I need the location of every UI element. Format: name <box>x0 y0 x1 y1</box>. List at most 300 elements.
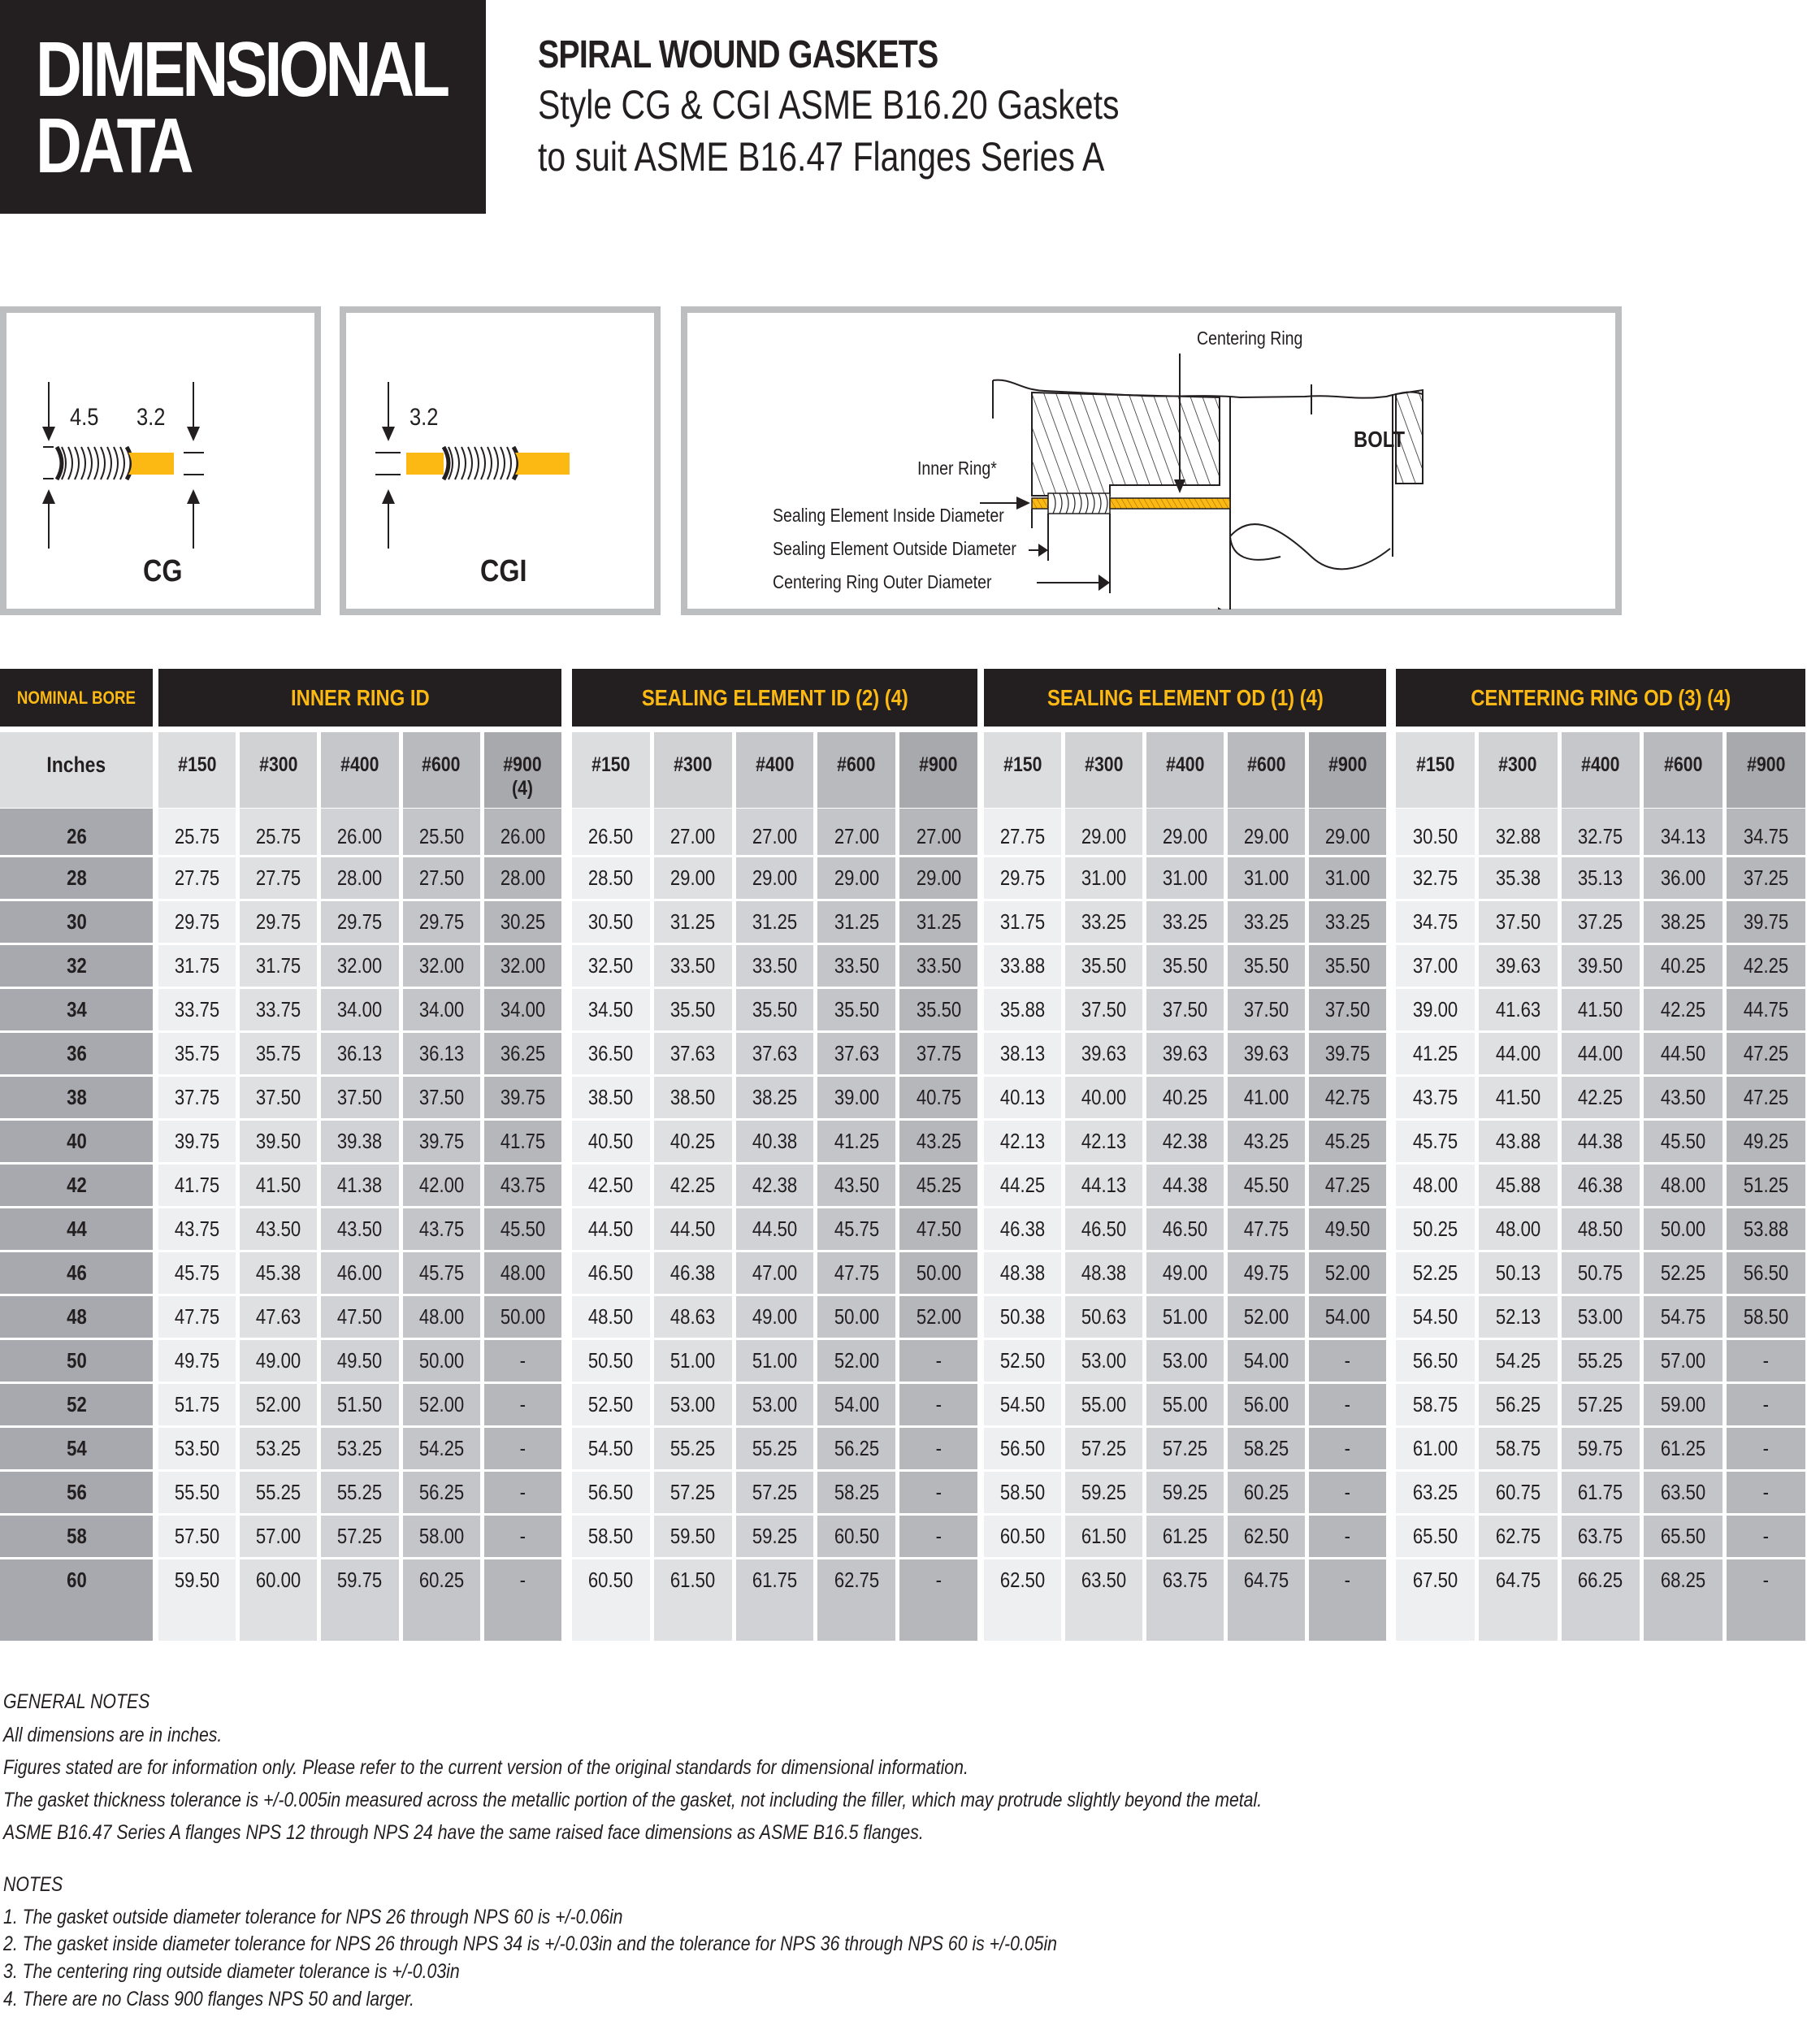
group-header <box>158 669 561 727</box>
table-cell-text: 40.50 <box>588 1129 634 1153</box>
table-cell <box>158 1340 236 1382</box>
table-cell <box>158 989 236 1030</box>
group-header <box>572 669 977 727</box>
table-cell <box>158 1472 236 1513</box>
table-cell <box>1065 1384 1142 1425</box>
class-header-text: #400 <box>1581 753 1620 776</box>
table-cell-text: 32.75 <box>1578 824 1623 848</box>
table-cell <box>1396 901 1475 943</box>
table-cell-text: 37.63 <box>670 1041 716 1065</box>
table-cell <box>1727 1516 1805 1557</box>
table-cell-text: 31.00 <box>1162 865 1208 890</box>
table-cell-text: 50.63 <box>1081 1304 1127 1329</box>
table-cell-text: 38.50 <box>588 1085 634 1109</box>
table-cell-text: 64.75 <box>1243 1568 1289 1592</box>
table-cell <box>1228 1121 1305 1162</box>
group-header <box>984 669 1386 727</box>
nominal-bore-cell <box>0 1428 153 1469</box>
table-cell <box>899 1428 977 1469</box>
table-cell <box>1644 1516 1722 1557</box>
table-cell-text: 51.50 <box>337 1392 383 1416</box>
nominal-bore-cell-text: 48 <box>66 1304 87 1329</box>
table-cell-text: 39.63 <box>1162 1041 1208 1065</box>
note-item: 3. The centering ring outside diameter tolerance is +/-0.03in <box>3 1960 460 1983</box>
table-cell <box>817 1559 895 1641</box>
table-cell-text: 57.25 <box>1578 1392 1623 1416</box>
table-cell-text: 31.25 <box>752 909 798 934</box>
table-cell-text: 51.00 <box>752 1348 798 1373</box>
table-cell-text: 27.50 <box>418 865 464 890</box>
table-cell <box>1309 1165 1386 1206</box>
table-cell-text: 65.50 <box>1661 1524 1706 1548</box>
table-cell <box>321 1559 398 1641</box>
table-cell-text: 33.50 <box>834 953 879 978</box>
table-cell <box>484 1077 561 1118</box>
table-cell <box>984 1428 1061 1469</box>
table-cell-text: 61.00 <box>1412 1436 1458 1460</box>
class-header <box>1146 732 1224 808</box>
table-cell-text: 41.25 <box>834 1129 879 1153</box>
table-cell-text: 41.75 <box>500 1129 546 1153</box>
table-cell-text: 32.50 <box>588 953 634 978</box>
table-cell <box>654 857 732 899</box>
table-cell <box>1727 901 1805 943</box>
table-cell-text: 45.25 <box>1324 1129 1371 1153</box>
table-cell-text: 30.50 <box>588 909 634 934</box>
table-cell-text: 64.75 <box>1495 1568 1540 1592</box>
table-cell <box>321 1340 398 1382</box>
table-cell <box>817 857 895 899</box>
table-cell-text: 39.50 <box>1578 953 1623 978</box>
class-header <box>240 732 317 808</box>
table-cell <box>1228 1033 1305 1074</box>
table-cell-text: 45.50 <box>1243 1173 1289 1197</box>
table-cell-text: 31.00 <box>1324 865 1371 890</box>
table-cell-text: 39.63 <box>1081 1041 1127 1065</box>
class-header-text: #600 <box>837 753 876 776</box>
table-cell <box>158 945 236 987</box>
table-cell-text: 54.50 <box>999 1392 1046 1416</box>
table-cell-text: 40.38 <box>752 1129 798 1153</box>
table-cell <box>484 809 561 855</box>
table-cell-text: 45.75 <box>418 1260 464 1285</box>
class-header-text: #300 <box>674 753 713 776</box>
nominal-bore-cell <box>0 809 153 855</box>
nominal-bore-cell <box>0 1208 153 1250</box>
table-cell-text: 58.50 <box>999 1480 1046 1504</box>
table-cell-text: 56.50 <box>1412 1348 1458 1373</box>
table-cell <box>1644 945 1722 987</box>
table-cell <box>1309 857 1386 899</box>
table-cell-text: 39.75 <box>1324 1041 1371 1065</box>
table-cell-text: 27.75 <box>174 865 220 890</box>
table-cell <box>484 1296 561 1338</box>
table-cell <box>1479 1252 1558 1294</box>
nominal-bore-subheader-text: Inches <box>46 753 106 777</box>
table-cell <box>484 1340 561 1382</box>
table-cell-text: 57.25 <box>670 1480 716 1504</box>
product-heading: SPIRAL WOUND GASKETS <box>538 33 938 76</box>
table-cell <box>572 1296 650 1338</box>
table-cell <box>1479 1559 1558 1641</box>
table-cell-text: 35.75 <box>174 1041 220 1065</box>
table-cell-text: 45.50 <box>500 1217 546 1241</box>
table-cell-text: - <box>935 1480 942 1504</box>
spiral-winding-icon <box>444 447 518 479</box>
table-cell-text: 41.75 <box>174 1173 220 1197</box>
table-cell-text: 39.75 <box>418 1129 464 1153</box>
table-cell <box>1396 1252 1475 1294</box>
table-cell <box>1644 1208 1722 1250</box>
table-cell <box>158 901 236 943</box>
nominal-bore-cell-text: 44 <box>66 1217 87 1241</box>
table-cell-text: 54.00 <box>834 1392 879 1416</box>
table-cell <box>899 1033 977 1074</box>
table-cell <box>654 809 732 855</box>
table-cell-text: 35.50 <box>1081 953 1127 978</box>
table-cell-text: 42.25 <box>1661 997 1706 1022</box>
table-cell-text: 56.50 <box>1743 1260 1789 1285</box>
table-cell-text: 53.00 <box>1578 1304 1623 1329</box>
table-cell <box>984 1077 1061 1118</box>
table-cell-text: 54.50 <box>588 1436 634 1460</box>
class-header <box>1644 732 1722 808</box>
table-cell <box>1065 1340 1142 1382</box>
table-cell-text: 54.00 <box>1324 1304 1371 1329</box>
table-cell-text: 37.50 <box>418 1085 464 1109</box>
class-header-text: #600 <box>422 753 461 776</box>
table-cell <box>817 1165 895 1206</box>
table-cell-text: 35.50 <box>1324 953 1371 978</box>
table-cell-text: 41.50 <box>256 1173 301 1197</box>
table-cell-text: 39.50 <box>256 1129 301 1153</box>
table-cell-text: 43.75 <box>500 1173 546 1197</box>
table-cell <box>321 1516 398 1557</box>
centering-ring-shape <box>515 453 570 475</box>
table-cell <box>321 1252 398 1294</box>
table-cell <box>1727 945 1805 987</box>
table-cell-text: 47.25 <box>1743 1085 1789 1109</box>
table-cell <box>572 1252 650 1294</box>
table-cell-text: 63.50 <box>1081 1568 1127 1592</box>
table-cell-text: 48.38 <box>999 1260 1046 1285</box>
nominal-bore-cell-text: 36 <box>66 1041 87 1065</box>
nominal-bore-cell-text: 40 <box>66 1129 87 1153</box>
table-cell-text: 32.88 <box>1495 824 1540 848</box>
table-cell <box>1644 1296 1722 1338</box>
table-cell-text: 39.75 <box>500 1085 546 1109</box>
table-cell <box>1309 989 1386 1030</box>
table-cell <box>1562 945 1640 987</box>
cgi-dim-left: 3.2 <box>410 404 439 431</box>
table-cell <box>1644 989 1722 1030</box>
class-header <box>817 732 895 808</box>
table-cell <box>1562 1384 1640 1425</box>
table-cell <box>899 1472 977 1513</box>
table-cell-text: 37.50 <box>1324 997 1371 1022</box>
table-cell-text: - <box>1762 1568 1770 1592</box>
table-cell <box>240 809 317 855</box>
table-cell <box>1146 809 1224 855</box>
table-cell <box>817 989 895 1030</box>
table-cell <box>1146 1033 1224 1074</box>
table-cell <box>654 1252 732 1294</box>
table-cell <box>1727 1033 1805 1074</box>
table-cell-text: - <box>1762 1392 1770 1416</box>
table-cell <box>1644 1384 1722 1425</box>
table-cell-text: 62.50 <box>1243 1524 1289 1548</box>
table-cell <box>817 809 895 855</box>
table-cell <box>1228 945 1305 987</box>
class-header-text: #300 <box>1498 753 1537 776</box>
table-cell-text: 54.25 <box>1495 1348 1540 1373</box>
table-cell <box>1309 1208 1386 1250</box>
table-cell-text: 34.50 <box>588 997 634 1022</box>
table-cell-text: 29.00 <box>1243 824 1289 848</box>
group-header-text: SEALING ELEMENT OD (1) (4) <box>1046 684 1324 710</box>
table-cell-text: 27.75 <box>999 824 1046 848</box>
table-cell <box>1727 1428 1805 1469</box>
nominal-bore-cell <box>0 1252 153 1294</box>
centering-ring-shape <box>128 453 174 475</box>
centering-ring-shape <box>1110 498 1230 509</box>
table-cell <box>1644 1428 1722 1469</box>
table-cell <box>321 1428 398 1469</box>
table-cell-text: 26.00 <box>337 824 383 848</box>
table-cell <box>899 1165 977 1206</box>
table-cell <box>240 1472 317 1513</box>
inner-ring-label: Inner Ring* <box>917 458 997 479</box>
table-cell-text: 54.25 <box>418 1436 464 1460</box>
table-cell <box>403 901 480 943</box>
table-cell <box>484 1252 561 1294</box>
table-cell <box>1562 809 1640 855</box>
note-item: 1. The gasket outside diameter tolerance for NPS 26 through NPS 60 is +/-0.06in <box>3 1906 623 1928</box>
table-cell-text: 44.50 <box>588 1217 634 1241</box>
table-cell <box>572 945 650 987</box>
table-cell-text: - <box>935 1392 942 1416</box>
table-cell-text: 29.00 <box>916 865 961 890</box>
class-header <box>572 732 650 808</box>
nominal-bore-cell-text: 60 <box>66 1568 87 1592</box>
inner-ring-shape <box>406 453 447 475</box>
table-cell <box>899 1121 977 1162</box>
table-cell-text: 35.50 <box>834 997 879 1022</box>
table-cell-text: 53.50 <box>174 1436 220 1460</box>
table-cell <box>1396 1033 1475 1074</box>
table-cell <box>736 1077 814 1118</box>
table-cell-text: 46.50 <box>1081 1217 1127 1241</box>
table-cell <box>1146 901 1224 943</box>
table-cell-text: 31.75 <box>256 953 301 978</box>
table-cell <box>1562 1208 1640 1250</box>
table-cell <box>1309 1033 1386 1074</box>
table-cell <box>984 1121 1061 1162</box>
table-cell <box>1065 1121 1142 1162</box>
table-cell-text: - <box>519 1524 526 1548</box>
table-cell <box>240 1208 317 1250</box>
table-cell-text: 55.25 <box>337 1480 383 1504</box>
cg-dim-right: 3.2 <box>136 404 166 431</box>
table-cell <box>1562 1033 1640 1074</box>
table-cell-text: 35.50 <box>670 997 716 1022</box>
table-cell <box>240 989 317 1030</box>
table-cell <box>484 901 561 943</box>
nominal-bore-cell <box>0 857 153 899</box>
table-cell-text: 48.50 <box>1578 1217 1623 1241</box>
table-cell <box>240 945 317 987</box>
table-cell-text: 29.00 <box>670 865 716 890</box>
table-cell-text: 53.88 <box>1743 1217 1789 1241</box>
centering-ring-outer-diameter-label: Centering Ring Outer Diameter <box>773 571 992 592</box>
table-cell-text: 33.75 <box>174 997 220 1022</box>
table-cell-text: 57.00 <box>256 1524 301 1548</box>
table-cell <box>1309 1121 1386 1162</box>
table-cell-text: 52.25 <box>1412 1260 1458 1285</box>
table-cell <box>1479 1208 1558 1250</box>
sealing-outside-diameter-label: Sealing Element Outside Diameter <box>773 538 1016 559</box>
table-cell <box>1396 989 1475 1030</box>
table-cell-text: 27.00 <box>834 824 879 848</box>
table-cell <box>572 1077 650 1118</box>
table-cell-text: 61.25 <box>1162 1524 1208 1548</box>
table-cell <box>403 1208 480 1250</box>
table-cell-text: 45.25 <box>916 1173 961 1197</box>
table-cell-text: 43.88 <box>1495 1129 1540 1153</box>
table-cell <box>321 1472 398 1513</box>
table-cell <box>1479 1033 1558 1074</box>
general-note: The gasket thickness tolerance is +/-0.005in measured across the metallic portion of the gasket, not including the filler, which may protrude slightly beyond the metal. <box>3 1789 1263 1811</box>
table-cell-text: 42.13 <box>999 1129 1046 1153</box>
table-cell-text: 29.00 <box>1324 824 1371 848</box>
table-cell <box>654 1033 732 1074</box>
table-cell <box>899 1516 977 1557</box>
table-cell-text: 36.13 <box>337 1041 383 1065</box>
table-cell-text: 62.50 <box>999 1568 1046 1592</box>
table-cell-text: 52.00 <box>916 1304 961 1329</box>
table-cell <box>1228 1516 1305 1557</box>
table-cell-text: 28.00 <box>337 865 383 890</box>
table-cell-text: 44.75 <box>1743 997 1789 1022</box>
table-cell <box>1309 809 1386 855</box>
table-cell <box>1146 1472 1224 1513</box>
table-cell-text: 40.25 <box>1162 1085 1208 1109</box>
table-cell <box>736 1516 814 1557</box>
class-header <box>403 732 480 808</box>
table-cell-text: 43.75 <box>418 1217 464 1241</box>
table-cell <box>736 1252 814 1294</box>
table-cell-text: 50.25 <box>1412 1217 1458 1241</box>
table-cell <box>403 1296 480 1338</box>
table-cell <box>984 1296 1061 1338</box>
table-cell <box>1396 1340 1475 1382</box>
table-cell-text: 49.50 <box>1324 1217 1371 1241</box>
table-cell-text: 58.00 <box>418 1524 464 1548</box>
table-cell <box>1146 1077 1224 1118</box>
group-header <box>1396 669 1805 727</box>
table-cell-text: 31.00 <box>1243 865 1289 890</box>
table-cell <box>899 901 977 943</box>
table-cell <box>736 809 814 855</box>
table-cell-text: 33.25 <box>1324 909 1371 934</box>
table-cell <box>984 1384 1061 1425</box>
table-cell-text: 42.75 <box>1324 1085 1371 1109</box>
table-cell <box>403 1559 480 1641</box>
nominal-bore-cell <box>0 1077 153 1118</box>
table-cell-text: 54.00 <box>1243 1348 1289 1373</box>
table-cell-text: 27.75 <box>256 865 301 890</box>
table-cell-text: 37.25 <box>1578 909 1623 934</box>
table-cell <box>158 1033 236 1074</box>
table-cell <box>1644 1121 1722 1162</box>
flange-cross-section-drawing <box>687 313 1615 609</box>
class-header <box>736 732 814 808</box>
table-cell <box>1309 1559 1386 1641</box>
table-cell <box>403 1252 480 1294</box>
table-cell-text: 27.00 <box>916 824 961 848</box>
table-cell-text: 45.75 <box>174 1260 220 1285</box>
table-cell-text: 42.00 <box>418 1173 464 1197</box>
table-cell <box>1065 1033 1142 1074</box>
table-cell-text: 40.75 <box>916 1085 961 1109</box>
table-cell-text: 52.25 <box>1661 1260 1706 1285</box>
table-cell <box>572 809 650 855</box>
nominal-bore-cell-text: 30 <box>66 909 87 934</box>
table-cell-text: 47.50 <box>916 1217 961 1241</box>
class-header-text: #900 <box>1746 753 1786 776</box>
table-cell-text: 60.00 <box>256 1568 301 1592</box>
table-cell-text: 47.50 <box>337 1304 383 1329</box>
table-cell <box>1479 1296 1558 1338</box>
table-cell-text: 53.00 <box>1081 1348 1127 1373</box>
table-cell-text: 48.00 <box>1495 1217 1540 1241</box>
table-cell <box>240 1121 317 1162</box>
table-cell <box>899 809 977 855</box>
table-cell <box>984 1472 1061 1513</box>
table-cell <box>1727 857 1805 899</box>
table-cell-text: 29.00 <box>1162 824 1208 848</box>
table-cell <box>321 1296 398 1338</box>
table-cell <box>1479 1340 1558 1382</box>
table-cell <box>1228 989 1305 1030</box>
table-cell-text: 37.63 <box>752 1041 798 1065</box>
nominal-bore-header-text: NOMINAL BORE <box>16 687 136 708</box>
table-cell-text: 27.00 <box>752 824 798 848</box>
table-cell <box>984 1033 1061 1074</box>
table-cell-text: 56.50 <box>588 1480 634 1504</box>
table-cell-text: 31.25 <box>916 909 961 934</box>
table-cell-text: 58.75 <box>1412 1392 1458 1416</box>
table-cell-text: 30.25 <box>500 909 546 934</box>
table-cell <box>1479 901 1558 943</box>
table-cell-text: 29.75 <box>418 909 464 934</box>
table-cell-text: - <box>519 1436 526 1460</box>
table-cell-text: 50.00 <box>834 1304 879 1329</box>
table-cell-text: 52.00 <box>834 1348 879 1373</box>
table-cell <box>1562 1252 1640 1294</box>
table-cell <box>1396 809 1475 855</box>
table-cell-text: 32.75 <box>1412 865 1458 890</box>
table-cell-text: 29.75 <box>256 909 301 934</box>
table-cell <box>1727 1252 1805 1294</box>
general-note: All dimensions are in inches. <box>3 1724 223 1746</box>
table-cell-text: - <box>519 1480 526 1504</box>
table-cell <box>321 809 398 855</box>
class-header <box>1228 732 1305 808</box>
class-header-text: #150 <box>1003 753 1042 776</box>
table-cell-text: 59.50 <box>670 1524 716 1548</box>
table-cell-text: 38.13 <box>999 1041 1046 1065</box>
